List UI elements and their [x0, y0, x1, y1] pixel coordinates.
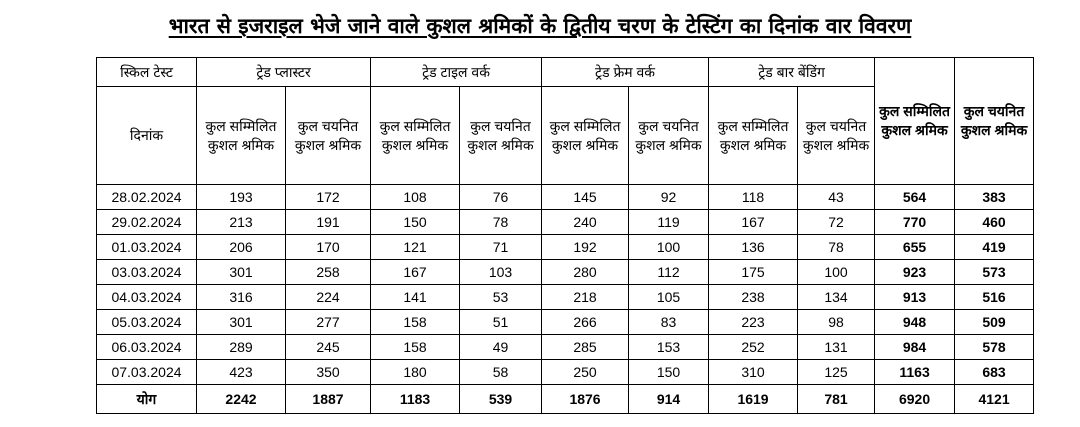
value-cell: 250: [542, 360, 629, 385]
value-cell: 100: [798, 260, 875, 285]
value-cell: 175: [709, 260, 798, 285]
total-label: योग: [97, 385, 197, 414]
total-included-cell: 770: [875, 210, 955, 235]
value-cell: 170: [286, 235, 371, 260]
value-cell: 98: [798, 310, 875, 335]
value-cell: 112: [629, 260, 709, 285]
value-cell: 153: [629, 335, 709, 360]
value-cell: 134: [798, 285, 875, 310]
value-cell: 118: [709, 185, 798, 210]
grand-total-selected: 4121: [955, 385, 1034, 414]
date-cell: 06.03.2024: [97, 335, 197, 360]
value-cell: 136: [709, 235, 798, 260]
value-cell: 131: [798, 335, 875, 360]
table-row: [97, 185, 1034, 210]
value-cell: 310: [709, 360, 798, 385]
value-cell: 172: [286, 185, 371, 210]
total-value-cell: 914: [629, 385, 709, 414]
subheader-selected: कुल चयनित कुशल श्रमिक: [286, 87, 371, 185]
subheader-selected: कुल चयनित कुशल श्रमिक: [460, 87, 542, 185]
value-cell: 223: [709, 310, 798, 335]
total-selected-cell: 578: [955, 335, 1034, 360]
value-cell: 49: [460, 335, 542, 360]
total-selected-cell: 509: [955, 310, 1034, 335]
value-cell: 43: [798, 185, 875, 210]
total-value-cell: 539: [460, 385, 542, 414]
subheader-selected: कुल चयनित कुशल श्रमिक: [629, 87, 709, 185]
value-cell: 78: [460, 210, 542, 235]
value-cell: 252: [709, 335, 798, 360]
value-cell: 258: [286, 260, 371, 285]
table-row: [97, 260, 1034, 285]
total-included-cell: 913: [875, 285, 955, 310]
date-cell: 04.03.2024: [97, 285, 197, 310]
table-row: [97, 235, 1034, 260]
date-cell: 05.03.2024: [97, 310, 197, 335]
total-selected-cell: 383: [955, 185, 1034, 210]
subheader-included: कुल सम्मिलित कुशल श्रमिक: [709, 87, 798, 185]
total-selected-cell: 573: [955, 260, 1034, 285]
value-cell: 423: [197, 360, 286, 385]
value-cell: 180: [371, 360, 460, 385]
value-cell: 119: [629, 210, 709, 235]
value-cell: 121: [371, 235, 460, 260]
date-cell: 07.03.2024: [97, 360, 197, 385]
total-included-cell: 655: [875, 235, 955, 260]
value-cell: 53: [460, 285, 542, 310]
value-cell: 51: [460, 310, 542, 335]
grand-total-included: 6920: [875, 385, 955, 414]
total-selected-cell: 683: [955, 360, 1034, 385]
value-cell: 245: [286, 335, 371, 360]
value-cell: 83: [629, 310, 709, 335]
value-cell: 92: [629, 185, 709, 210]
value-cell: 158: [371, 335, 460, 360]
total-value-cell: 2242: [197, 385, 286, 414]
date-cell: 29.02.2024: [97, 210, 197, 235]
value-cell: 150: [629, 360, 709, 385]
value-cell: 141: [371, 285, 460, 310]
value-cell: 105: [629, 285, 709, 310]
trade-header-bar-bending: ट्रेड बार बेंडिंग: [709, 58, 875, 87]
value-cell: 277: [286, 310, 371, 335]
value-cell: 58: [460, 360, 542, 385]
subheader-included: कुल सम्मिलित कुशल श्रमिक: [197, 87, 286, 185]
header-total-selected: कुल चयनित कुशल श्रमिक: [955, 58, 1034, 185]
page-title: भारत से इजराइल भेजे जाने वाले कुशल श्रमिकों के द्वितीय चरण के टेस्टिंग का दिनांक वार विवरण: [168, 14, 912, 38]
value-cell: 100: [629, 235, 709, 260]
value-cell: 301: [197, 310, 286, 335]
value-cell: 108: [371, 185, 460, 210]
value-cell: 167: [371, 260, 460, 285]
value-cell: 289: [197, 335, 286, 360]
header-row-trades: [97, 58, 1034, 87]
table-row: [97, 335, 1034, 360]
total-value-cell: 1876: [542, 385, 629, 414]
value-cell: 191: [286, 210, 371, 235]
total-selected-cell: 460: [955, 210, 1034, 235]
value-cell: 72: [798, 210, 875, 235]
value-cell: 285: [542, 335, 629, 360]
total-included-cell: 948: [875, 310, 955, 335]
total-value-cell: 1183: [371, 385, 460, 414]
value-cell: 316: [197, 285, 286, 310]
total-included-cell: 923: [875, 260, 955, 285]
value-cell: 218: [542, 285, 629, 310]
value-cell: 240: [542, 210, 629, 235]
corner-header-skill-test: स्किल टेस्ट: [97, 58, 197, 87]
value-cell: 145: [542, 185, 629, 210]
total-included-cell: 1163: [875, 360, 955, 385]
trade-header-plaster: ट्रेड प्लास्टर: [197, 58, 371, 87]
value-cell: 150: [371, 210, 460, 235]
subheader-selected: कुल चयनित कुशल श्रमिक: [798, 87, 875, 185]
header-total-included: कुल सम्मिलित कुशल श्रमिक: [875, 58, 955, 185]
value-cell: 192: [542, 235, 629, 260]
value-cell: 76: [460, 185, 542, 210]
value-cell: 301: [197, 260, 286, 285]
date-cell: 01.03.2024: [97, 235, 197, 260]
total-included-cell: 984: [875, 335, 955, 360]
value-cell: 103: [460, 260, 542, 285]
trade-header-frame-work: ट्रेड फ्रेम वर्क: [542, 58, 709, 87]
table-row: [97, 360, 1034, 385]
total-value-cell: 781: [798, 385, 875, 414]
table-row: [97, 310, 1034, 335]
trade-header-tile-work: ट्रेड टाइल वर्क: [371, 58, 542, 87]
testing-summary-table: [96, 57, 1034, 414]
subheader-included: कुल सम्मिलित कुशल श्रमिक: [542, 87, 629, 185]
table-row: [97, 285, 1034, 310]
total-selected-cell: 516: [955, 285, 1034, 310]
date-cell: 03.03.2024: [97, 260, 197, 285]
value-cell: 193: [197, 185, 286, 210]
value-cell: 206: [197, 235, 286, 260]
total-row: [97, 385, 1034, 414]
value-cell: 78: [798, 235, 875, 260]
value-cell: 224: [286, 285, 371, 310]
value-cell: 158: [371, 310, 460, 335]
total-selected-cell: 419: [955, 235, 1034, 260]
corner-header-date: दिनांक: [97, 87, 197, 185]
value-cell: 125: [798, 360, 875, 385]
total-included-cell: 564: [875, 185, 955, 210]
date-cell: 28.02.2024: [97, 185, 197, 210]
value-cell: 266: [542, 310, 629, 335]
total-value-cell: 1619: [709, 385, 798, 414]
total-value-cell: 1887: [286, 385, 371, 414]
value-cell: 238: [709, 285, 798, 310]
table-row: [97, 210, 1034, 235]
value-cell: 213: [197, 210, 286, 235]
value-cell: 167: [709, 210, 798, 235]
value-cell: 350: [286, 360, 371, 385]
subheader-included: कुल सम्मिलित कुशल श्रमिक: [371, 87, 460, 185]
value-cell: 71: [460, 235, 542, 260]
value-cell: 280: [542, 260, 629, 285]
